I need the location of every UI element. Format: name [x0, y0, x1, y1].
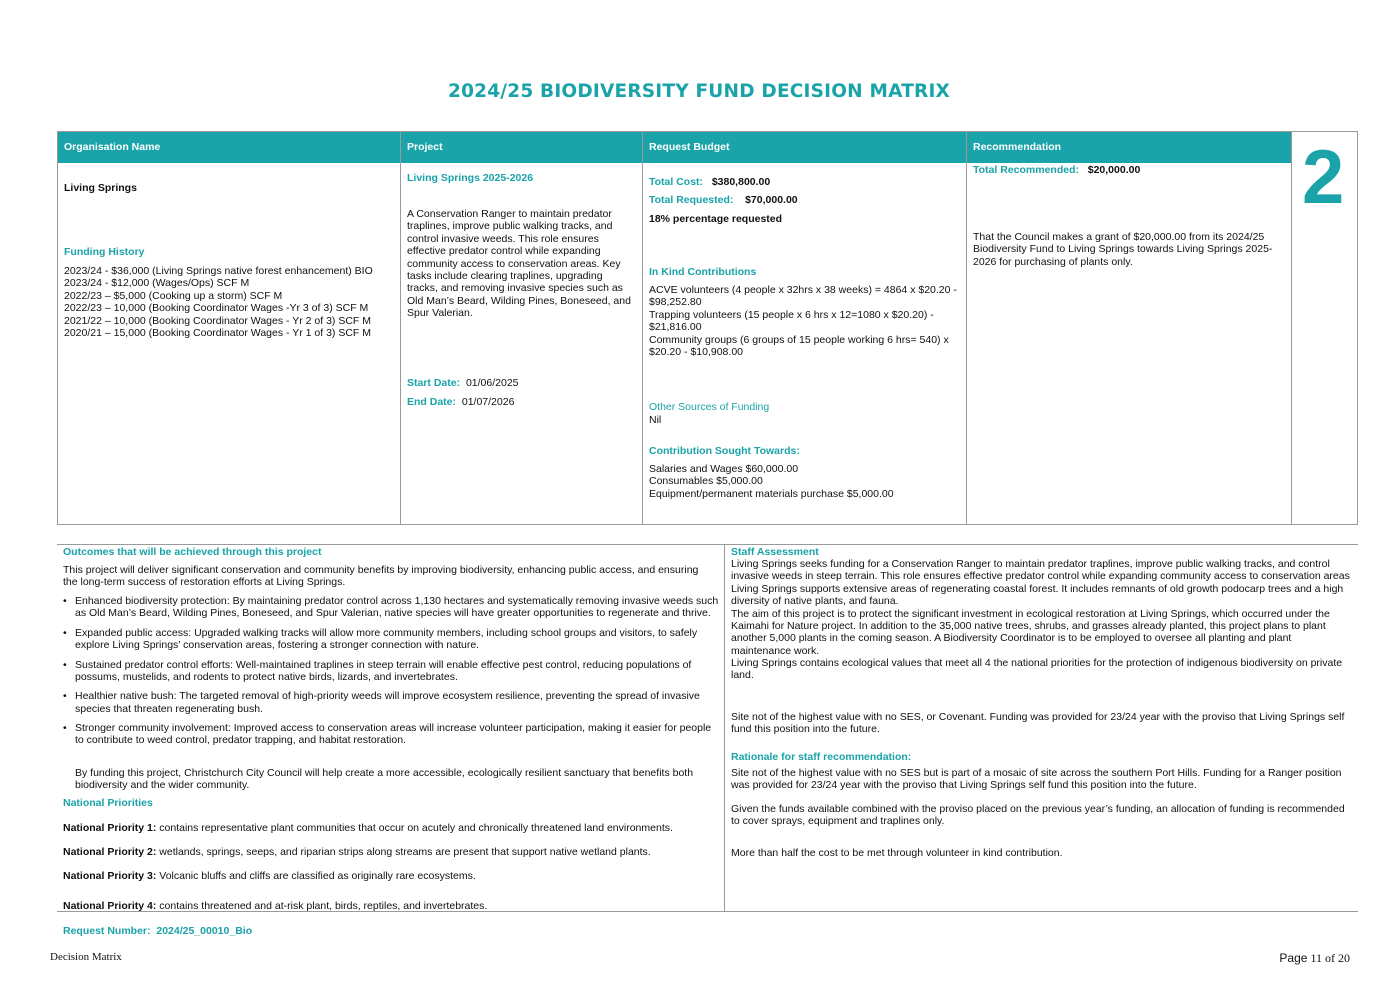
total-recommended-value: $20,000.00: [1087, 164, 1141, 176]
outcomes-list: [63, 595, 719, 754]
outcomes-label: Outcomes that will be achieved through this project: [63, 546, 322, 558]
total-recommended: [973, 164, 1285, 176]
recommendation-header: Recommendation: [967, 132, 1291, 163]
priority-label: National Priority 4:: [63, 900, 157, 912]
national-priorities-label: National Priorities: [63, 797, 153, 809]
request-number: [63, 925, 252, 937]
national-priority-3: [63, 870, 476, 882]
list-item: • Stronger community involvement: Improved access to conservation areas will increase volunteer participation, making it easier for people to contribute to weed control, predator trapping, and habitat restoration.: [63, 722, 719, 747]
list-item: • Expanded public access: Upgraded walking tracks will allow more community members, including school groups and visitors, to safely explore Living Springs’ conservation areas, fostering a stronger connection with nature.: [63, 627, 719, 652]
contribution-label: Contribution Sought Towards:: [649, 445, 800, 457]
outcomes-closing: By funding this project, Christchurch City Council will help create a more accessible, ecologically resilient sanctuary that benefits both biodiversity and the wider community.: [75, 767, 694, 792]
total-cost: [649, 176, 960, 188]
start-date-value: 01/06/2025: [465, 377, 519, 389]
decision-matrix-table: [57, 131, 1358, 525]
staff-assessment-text: [731, 558, 1353, 682]
priority-text: contains threatened and at-risk plant, birds, reptiles, and invertebrates.: [156, 900, 488, 912]
section-divider: [724, 545, 725, 911]
total-cost-label: Total Cost:: [649, 176, 704, 188]
page-label: Page: [1279, 951, 1308, 965]
project-header: Project: [401, 132, 642, 163]
end-date-label: End Date:: [407, 396, 457, 408]
other-funding-label: Other Sources of Funding: [649, 401, 770, 413]
priority-label: National Priority 3:: [63, 870, 157, 882]
page-total: of 20: [1325, 951, 1350, 965]
in-kind-contributions: ACVE volunteers (4 people x 32hrs x 38 weeks) = 4864 x $20.20 - $98,252.80 Trapping volunteers (15 people x 6 hrs x 12=1080 x $20.20) - $21,816.00 Community groups (6 groups of 15 people working 6 hrs= 540) x $20.20 - $10,908.00: [649, 284, 957, 358]
request-number-label: Request Number:: [63, 925, 151, 937]
organisation-header: Organisation Name: [58, 132, 400, 163]
national-priority-4: [63, 900, 487, 912]
priority-text: wetlands, springs, seeps, and riparian strips along streams are present that support native wetland plants.: [156, 846, 651, 858]
total-cost-value: $380,800.00: [711, 176, 771, 188]
project-name: Living Springs 2025-2026: [407, 172, 534, 184]
staff-paragraph: Living Springs supports extensive areas of regenerating coastal forest. It includes remnants of old growth podocarp trees and a high diversity of native plants, and fauna.: [731, 582, 1344, 608]
rationale-paragraph-2: Given the funds available combined with the proviso placed on the previous year’s funding, an allocation of funding is recommended to cover sprays, equipment and traplines only.: [731, 803, 1345, 828]
percentage-requested: 18% percentage requested: [649, 213, 783, 225]
staff-assessment-label: Staff Assessment: [731, 546, 819, 558]
other-funding-value: Nil: [649, 414, 662, 426]
outcomes-intro: This project will deliver significant conservation and community benefits by improving biodiversity, enhancing public access, and ensuring the long-term success of restoration efforts at Living Springs.: [63, 564, 699, 589]
request-number-value: 2024/25_00010_Bio: [156, 925, 253, 937]
staff-paragraph: The aim of this project is to protect the significant investment in ecological restoration at Living Springs, which occurred under the Kaimahi for Nature project. In addition to the 35,000 native trees, shrubs, and grasses already planted, this project plans to plant another 5,000 plants in the coming season. A Biodiversity Coordinator is to be employed to oversee all planting and plant maintenance work.: [731, 607, 1330, 657]
list-item: • Sustained predator control efforts: Well-maintained traplines in steep terrain will enable effective pest control, reducing populations of possums, mustelids, and rodents to protect native birds, lizards, and invertebrates.: [63, 659, 719, 684]
start-date-label: Start Date:: [407, 377, 461, 389]
rationale-paragraph-3: More than half the cost to be met through volunteer in kind contribution.: [731, 847, 1063, 859]
assessment-section: [57, 544, 1358, 912]
national-priority-1: [63, 822, 673, 834]
footer-document-name: Decision Matrix: [50, 951, 122, 963]
total-requested: [649, 194, 960, 206]
end-date-value: 01/07/2026: [461, 396, 515, 408]
in-kind-label: In Kind Contributions: [649, 266, 757, 278]
funding-history-list: 2023/24 - $36,000 (Living Springs native forest enhancement) BIO 2023/24 - $12,000 (Wages/Ops) SCF M 2022/23 – $5,000 (Cooking up a storm) SCF M 2022/23 – 10,000 (Booking Coordinator Wages -Yr 3 of 3) SCF M 2021/22 – 10,000 (Booking Coordinator Wages - Yr 2 of 3) SCF M 2020/21 – 15,000 (Booking Coordinator Wages - Yr 1 of 3) SCF M: [64, 265, 373, 339]
project-description: A Conservation Ranger to maintain predator traplines, improve public walking tracks, and control invasive weeds. This role ensures effective predator control while expanding community access to conservation areas. Key tasks include clearing traplines, upgrading tracks, and removing invasive species such as Old Man’s Beard, Wilding Pines, Boneseed, and Spur Valerian.: [407, 208, 631, 319]
total-requested-label: Total Requested:: [649, 194, 734, 206]
budget-column: [643, 132, 967, 524]
total-requested-value: $70,000.00: [745, 194, 798, 206]
project-start-date: [407, 377, 636, 389]
page-title: 2024/25 BIODIVERSITY FUND DECISION MATRIX: [448, 81, 950, 102]
staff-site-note: Site not of the highest value with no SES, or Covenant. Funding was provided for 23/24 year with the proviso that Living Springs self fund this position into the future.: [731, 711, 1345, 736]
recommendation-column: [967, 132, 1292, 524]
priority-text: contains representative plant communities that occur on acutely and chronically threatened land environments.: [156, 822, 673, 834]
priority-label: National Priority 1:: [63, 822, 157, 834]
funding-history-label: Funding History: [64, 246, 145, 258]
project-end-date: [407, 396, 636, 408]
rationale-paragraph-1: Site not of the highest value with no SES but is part of a mosaic of site across the southern Port Hills. Funding for a Ranger position was provided for 23/24 year with the proviso that Living Springs self fund this position into the future.: [731, 767, 1342, 792]
priority-text: Volcanic bluffs and cliffs are classified as originally rare ecosystems.: [156, 870, 476, 882]
organisation-name: Living Springs: [64, 182, 137, 194]
contribution-list: Salaries and Wages $60,000.00 Consumables $5,000.00 Equipment/permanent materials purchase $5,000.00: [649, 463, 894, 500]
rationale-label: Rationale for staff recommendation:: [731, 751, 912, 763]
project-column: [401, 132, 643, 524]
list-item: • Healthier native bush: The targeted removal of high-priority weeds will improve ecosystem resilience, preventing the spread of invasive species that threaten regenerating bush.: [63, 690, 719, 715]
item-number-column: [1292, 132, 1358, 524]
list-item: • Enhanced biodiversity protection: By maintaining predator control across 1,130 hectares and systematically removing invasive weeds such as Old Man’s Beard, Wilding Pines, Boneseed, and Spur Valerian, native species will have greater opportunities to regenerate and thrive.: [63, 595, 719, 620]
page-current: 11: [1310, 951, 1322, 965]
staff-paragraph: Living Springs seeks funding for a Conservation Ranger to maintain predator traplines, improve public walking tracks, and control invasive weeds in steep terrain. This role ensures effective predator control while expanding community access to conservation areas: [731, 558, 1350, 583]
budget-header: Request Budget: [643, 132, 966, 163]
item-number: 2: [1302, 135, 1345, 220]
page-number: [1279, 951, 1350, 965]
national-priority-2: [63, 846, 651, 858]
staff-paragraph: Living Springs contains ecological values that meet all 4 the national priorities for the protection of indigenous biodiversity on private land.: [731, 657, 1343, 682]
recommendation-text: That the Council makes a grant of $20,000.00 from its 2024/25 Biodiversity Fund to Living Springs towards Living Springs 2025-2026 for purchasing of plants only.: [973, 231, 1273, 268]
priority-label: National Priority 2:: [63, 846, 157, 858]
total-recommended-label: Total Recommended:: [973, 164, 1079, 176]
organisation-column: [58, 132, 401, 524]
